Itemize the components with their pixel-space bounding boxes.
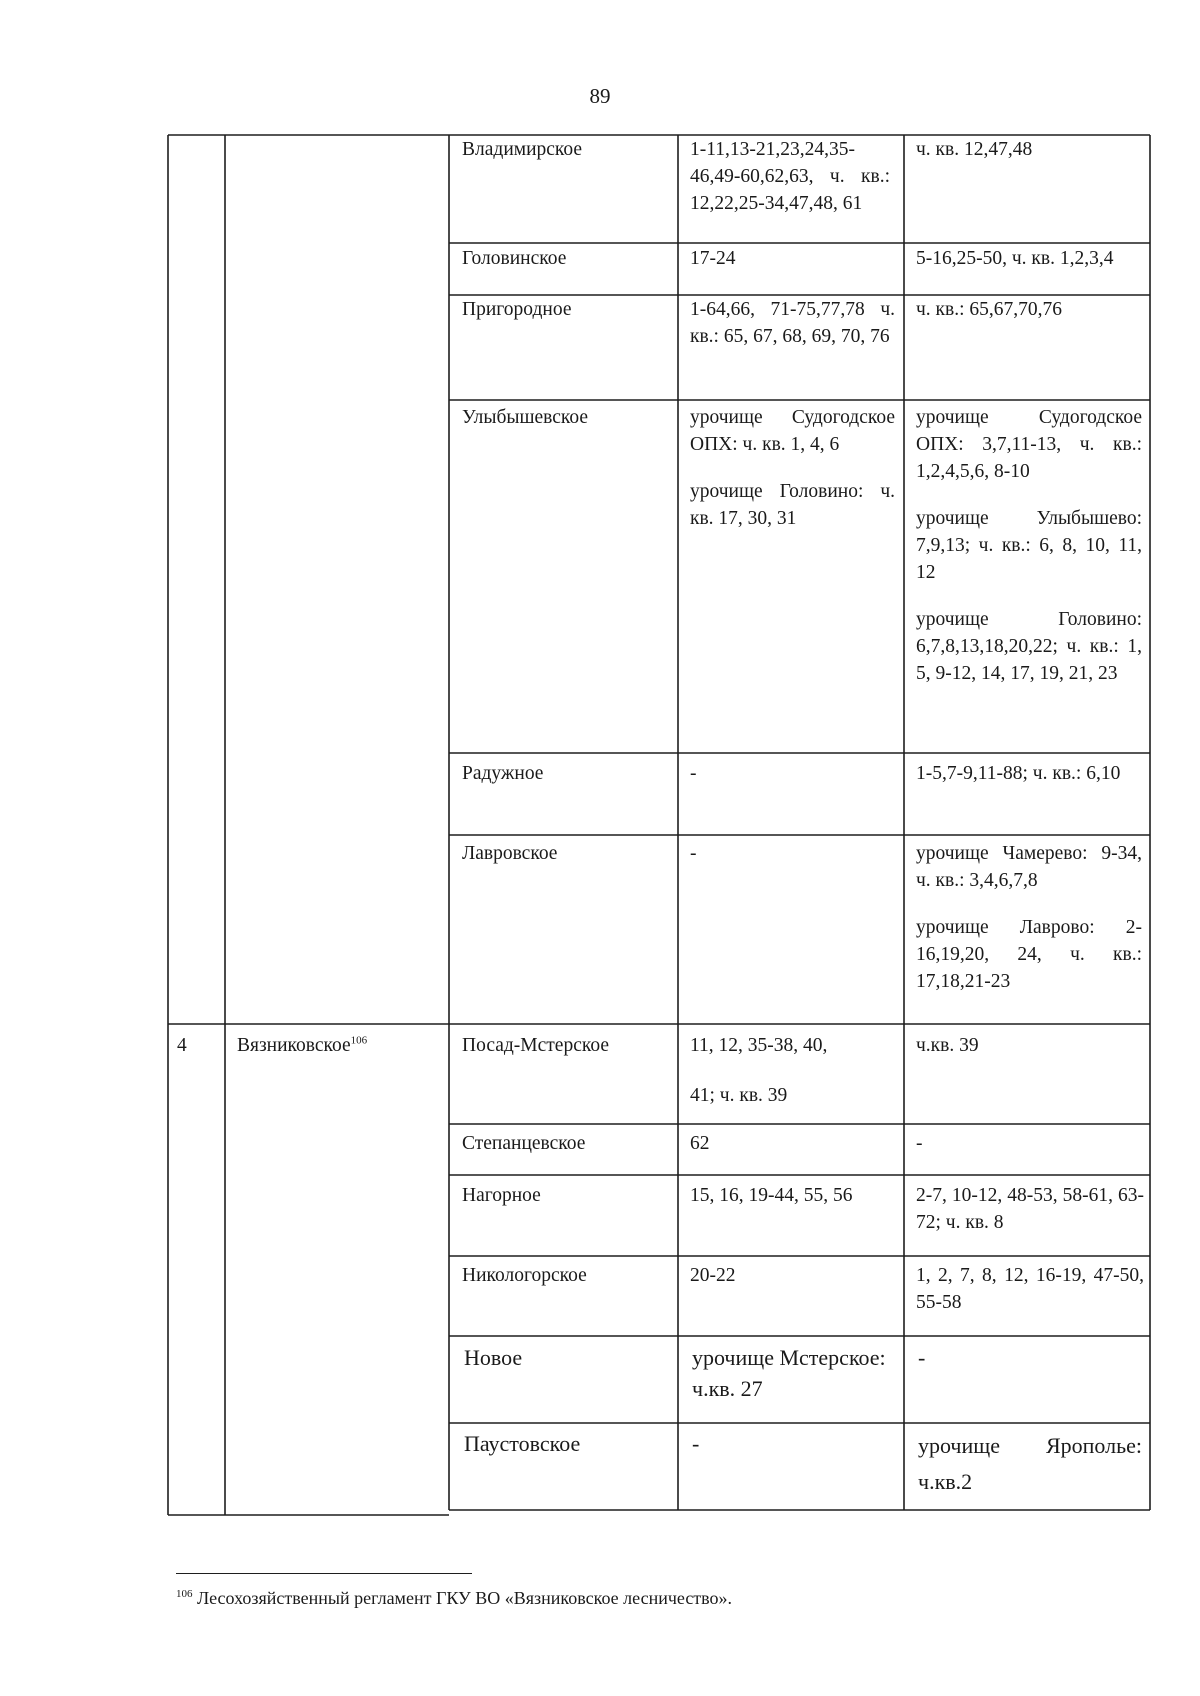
full-quarters-paragraph: урочище Головино: ч. кв. 17, 30, 31 — [690, 481, 895, 529]
district-cell: Пригородное — [462, 299, 572, 320]
partial-quarters-paragraph: урочище Судогодское ОПХ: 3,7,11-13, ч. кв.: 1,2,4,5,6, 8-10 — [916, 407, 1142, 482]
full-quarters-cell — [690, 404, 895, 532]
full-quarters-cell: 20-22 — [690, 1265, 736, 1286]
footnote-ref: 106 — [350, 1034, 368, 1047]
partial-quarters-cell — [916, 840, 1142, 995]
full-quarters-cell — [690, 1032, 890, 1109]
partial-quarters-paragraph: урочище Лаврово: 2-16,19,20, 24, ч. кв.: 17,18,21-23 — [916, 917, 1142, 992]
footnote-number: 106 — [176, 1588, 193, 1600]
footnote — [176, 1588, 732, 1609]
partial-quarters-cell: - — [916, 1133, 923, 1154]
partial-quarters-cell: урочище Ярополье: ч.кв.2 — [918, 1433, 1142, 1494]
footnote-rule — [176, 1573, 472, 1574]
full-quarters-cell: урочище Мстерское: ч.кв. 27 — [692, 1345, 886, 1401]
district-cell: Никологорское — [462, 1265, 587, 1286]
full-quarters-cell: 1-11,13-21,23,24,35-46,49-60,62,63, ч. кв.: 12,22,25-34,47,48, 61 — [690, 139, 890, 214]
full-quarters-cell: 17-24 — [690, 248, 736, 269]
district-cell: Степанцевское — [462, 1133, 586, 1154]
partial-quarters-cell: ч. кв. 12,47,48 — [916, 139, 1033, 160]
footnote-text: Лесохозяйственный регламент ГКУ ВО «Вязниковское лесничество». — [197, 1588, 733, 1608]
partial-quarters-cell: 1-5,7-9,11-88; ч. кв.: 6,10 — [916, 763, 1121, 784]
partial-quarters-paragraph: урочище Улыбышево: 7,9,13; ч. кв.: 6, 8, 10, 11, 12 — [916, 508, 1142, 583]
full-quarters-cell: - — [690, 763, 697, 784]
district-cell: Нагорное — [462, 1185, 541, 1206]
page-number: 89 — [589, 84, 611, 108]
district-cell: Радужное — [462, 763, 544, 784]
district-cell: Посад-Мстерское — [462, 1035, 609, 1056]
full-quarters-cell: - — [692, 1431, 700, 1456]
partial-quarters-paragraph: урочище Головино: 6,7,8,13,18,20,22; ч. кв.: 1, 5, 9-12, 14, 17, 19, 21, 23 — [916, 609, 1142, 684]
forestry-cell — [237, 1032, 442, 1059]
district-cell: Улыбышевское — [462, 407, 589, 428]
row-number-cell: 4 — [177, 1035, 187, 1056]
partial-quarters-cell: ч. кв.: 65,67,70,76 — [916, 299, 1063, 320]
full-quarters-paragraph: 11, 12, 35-38, 40, — [690, 1035, 828, 1056]
forestry-name: Вязниковское — [237, 1035, 351, 1056]
full-quarters-paragraph: 41; ч. кв. 39 — [690, 1085, 788, 1106]
partial-quarters-cell: 5-16,25-50, ч. кв. 1,2,3,4 — [916, 248, 1114, 269]
partial-quarters-cell: 2-7, 10-12, 48-53, 58-61, 63-72; ч. кв. 8 — [916, 1185, 1144, 1233]
district-cell: Лавровское — [462, 843, 558, 864]
full-quarters-cell: 62 — [690, 1133, 710, 1154]
partial-quarters-cell — [916, 404, 1142, 687]
district-cell: Новое — [464, 1345, 523, 1370]
full-quarters-cell: - — [690, 843, 697, 864]
partial-quarters-paragraph: урочище Чамерево: 9-34, ч. кв.: 3,4,6,7,8 — [916, 843, 1142, 891]
partial-quarters-cell: ч.кв. 39 — [916, 1035, 979, 1056]
partial-quarters-cell: 1, 2, 7, 8, 12, 16-19, 47-50, 55-58 — [916, 1265, 1144, 1313]
district-cell: Головинское — [462, 248, 567, 269]
district-cell: Владимирское — [462, 139, 583, 160]
full-quarters-cell: 15, 16, 19-44, 55, 56 — [690, 1185, 853, 1206]
full-quarters-cell: 1-64,66, 71-75,77,78 ч. кв.: 65, 67, 68, 69, 70, 76 — [690, 299, 895, 347]
full-quarters-paragraph: урочище Судогодское ОПХ: ч. кв. 1, 4, 6 — [690, 407, 895, 455]
district-cell: Паустовское — [464, 1431, 581, 1456]
partial-quarters-cell: - — [918, 1345, 926, 1370]
